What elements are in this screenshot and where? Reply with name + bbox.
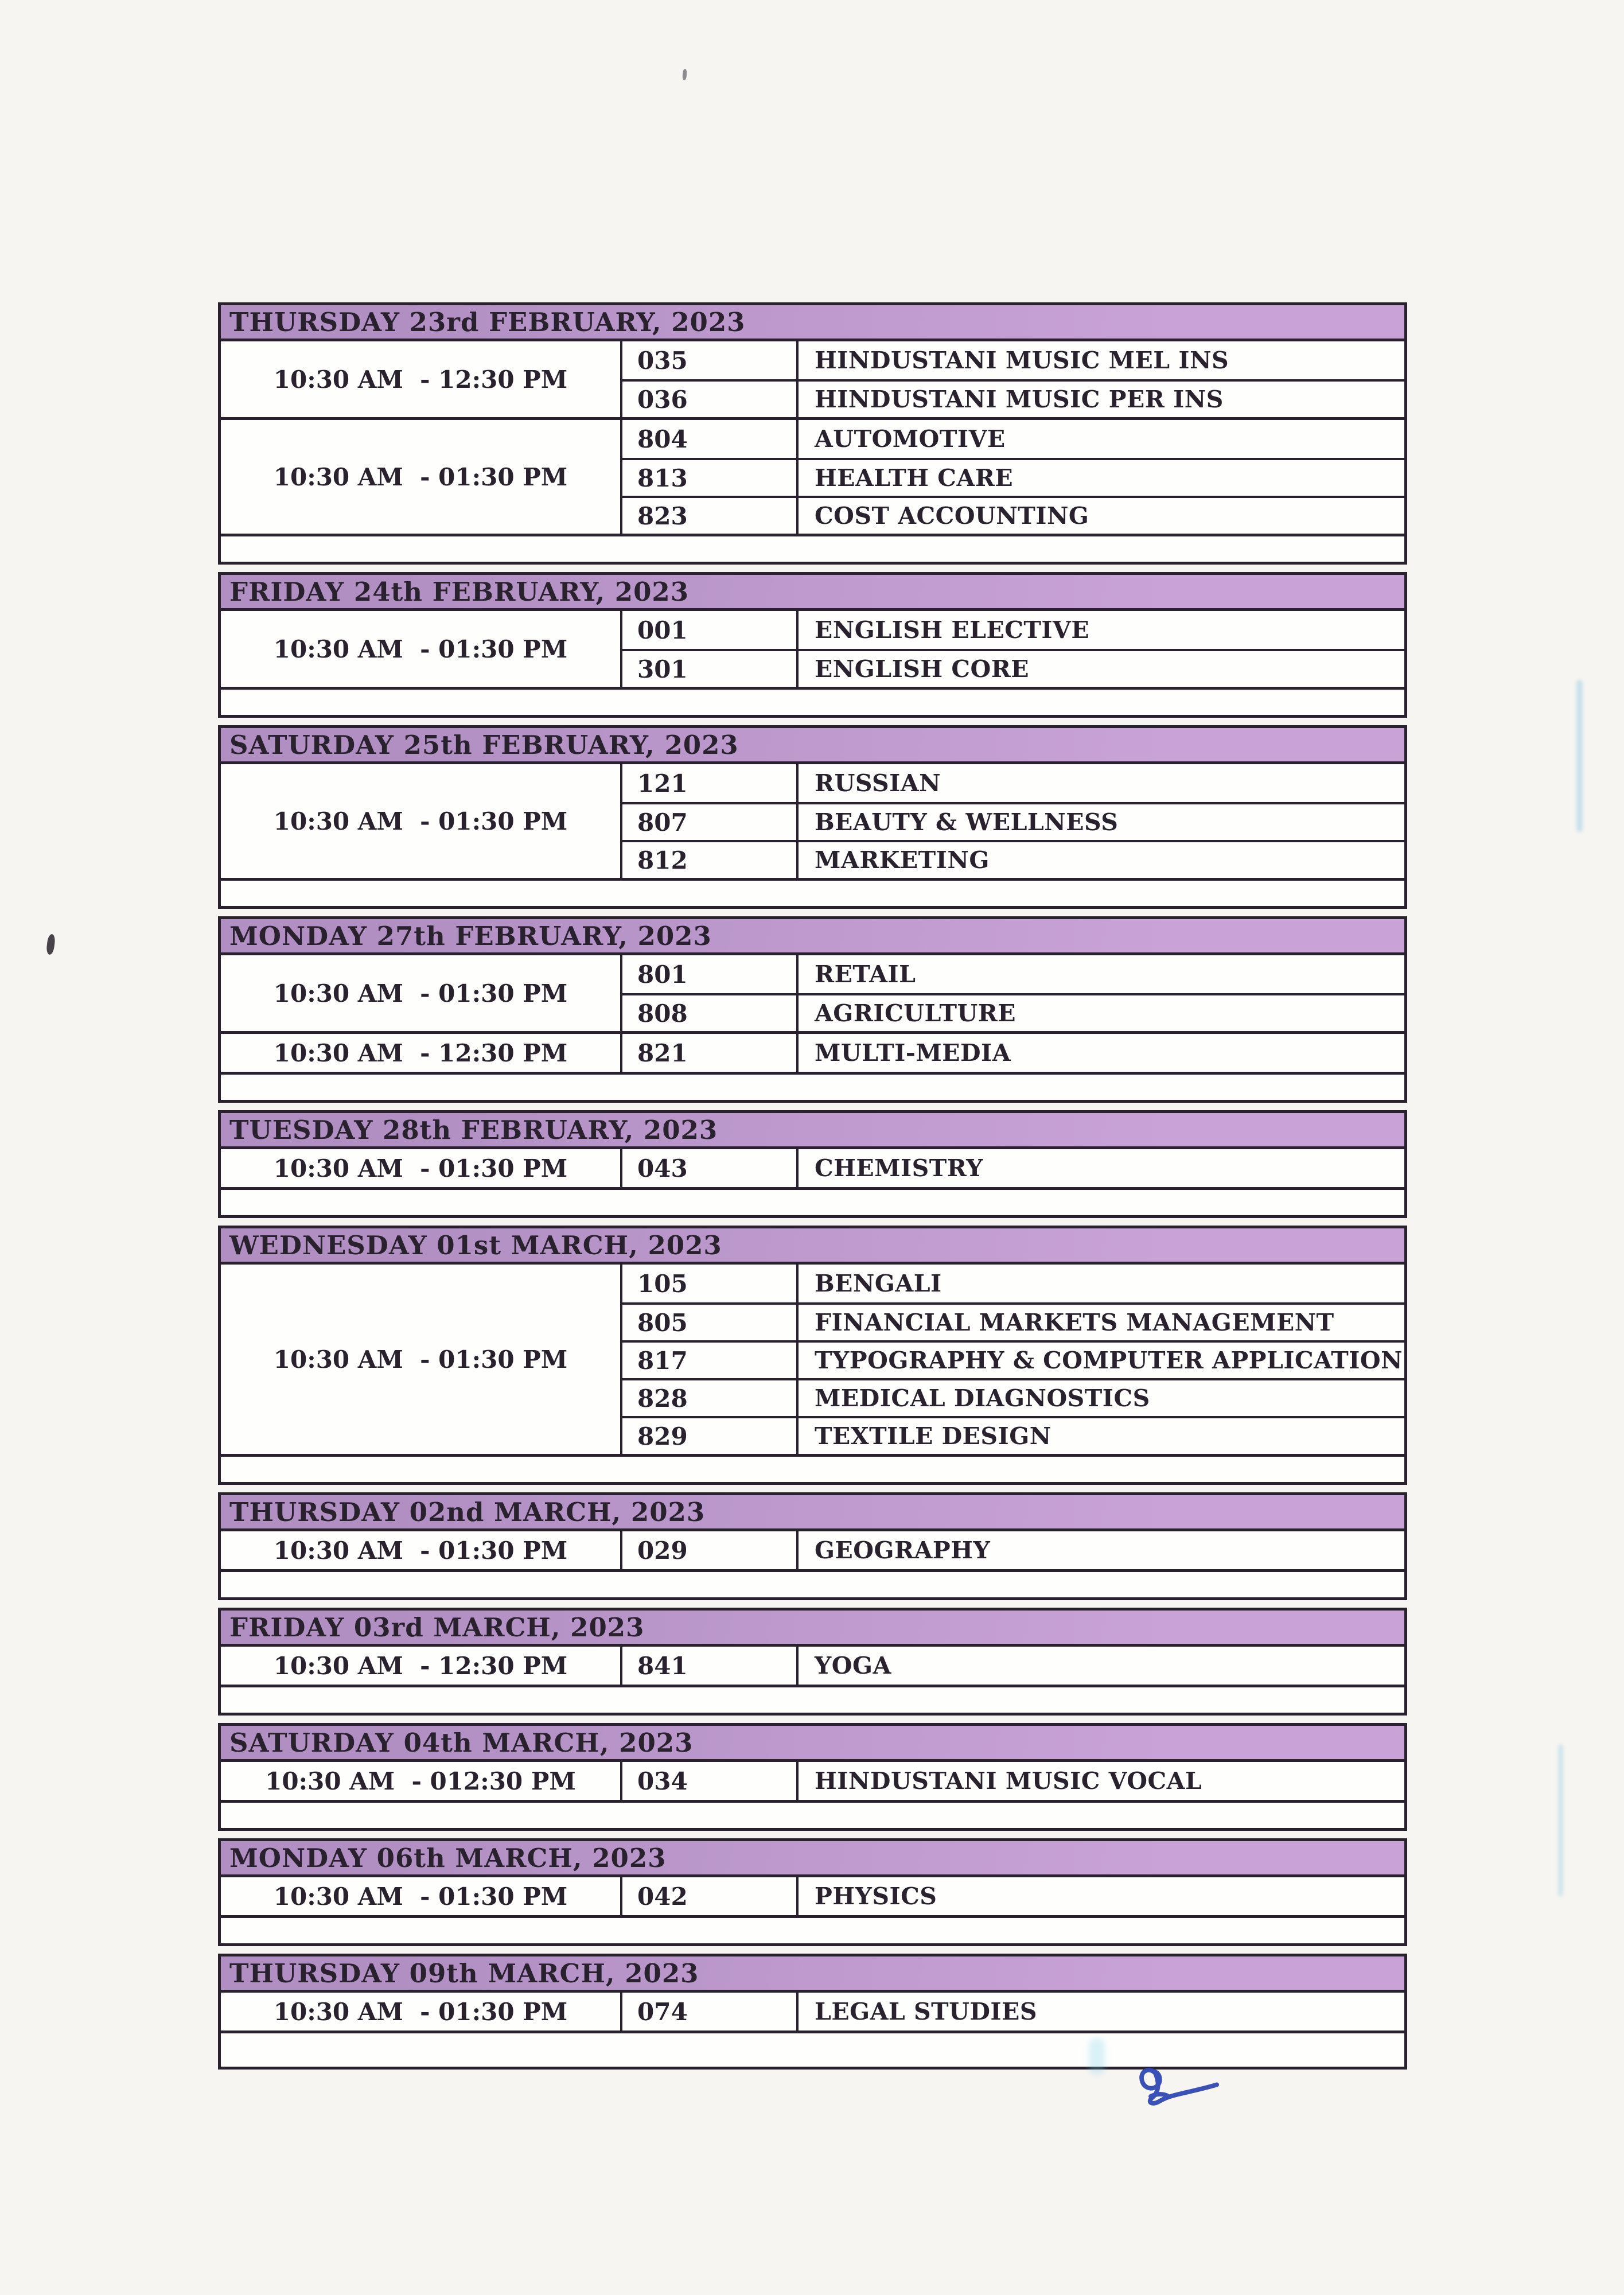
time-slot-group (221, 611, 1404, 687)
time-slot-cell (221, 1993, 622, 2031)
subject-name: FINANCIAL MARKETS MANAGEMENT (815, 1309, 1334, 1336)
day-header-bar: WEDNESDAY 01st MARCH, 2023 (221, 1228, 1404, 1265)
time-slot-label: 10:30 AM - 012:30 PM (265, 1767, 576, 1795)
subject-code-cell (622, 1305, 799, 1340)
spacer-row (221, 687, 1404, 715)
time-slot-cell (221, 341, 622, 417)
time-slot-label: 10:30 AM - 01:30 PM (273, 1345, 568, 1374)
subject-row (622, 1302, 1404, 1340)
subject-name: AUTOMOTIVE (815, 425, 1006, 453)
subject-row (622, 764, 1404, 802)
subject-name-cell (799, 651, 1404, 687)
subject-name-cell (799, 1531, 1404, 1569)
subject-code: 841 (637, 1651, 688, 1680)
time-slot-group (221, 1647, 1404, 1685)
subject-code-cell (622, 382, 799, 417)
time-slot-cell (221, 420, 622, 534)
subject-code-cell (622, 1343, 799, 1378)
subject-name-cell (799, 804, 1404, 840)
subject-row (622, 1531, 1404, 1569)
spacer-row (221, 1569, 1404, 1597)
subject-code: 804 (637, 425, 688, 453)
day-header-bar: MONDAY 27th FEBRUARY, 2023 (221, 919, 1404, 955)
time-slot-label: 10:30 AM - 12:30 PM (273, 1651, 568, 1680)
subject-code: 301 (637, 655, 688, 683)
subject-rows (622, 1877, 1404, 1915)
time-slot-label: 10:30 AM - 12:30 PM (273, 1038, 568, 1067)
time-slot-cell (221, 1877, 622, 1915)
time-slot-cell (221, 1531, 622, 1569)
subject-name-cell (799, 764, 1404, 802)
spacer-row (221, 1187, 1404, 1215)
time-slot-group (221, 1762, 1404, 1800)
time-slot-label: 10:30 AM - 01:30 PM (273, 979, 568, 1008)
subject-name-cell (799, 1762, 1404, 1800)
subject-name: CHEMISTRY (815, 1154, 983, 1182)
subject-name-cell (799, 1034, 1404, 1072)
spacer-row (221, 534, 1404, 562)
subject-code-cell (622, 804, 799, 840)
spacer-row (221, 878, 1404, 906)
time-slot-cell (221, 764, 622, 878)
subject-row (622, 1378, 1404, 1416)
subject-name-cell (799, 1993, 1404, 2031)
subject-code-cell (622, 651, 799, 687)
subject-rows (622, 341, 1404, 417)
subject-code: 001 (637, 616, 688, 644)
subject-code-cell (622, 1034, 799, 1072)
scan-streak (1576, 680, 1583, 832)
subject-code: 074 (637, 1997, 688, 2026)
subject-code: 034 (637, 1767, 688, 1795)
day-header-bar: FRIDAY 24th FEBRUARY, 2023 (221, 575, 1404, 611)
day-section (218, 1838, 1407, 1946)
day-section (218, 302, 1407, 565)
subject-row (622, 1265, 1404, 1302)
time-slot-label: 10:30 AM - 01:30 PM (273, 807, 568, 835)
subject-row (622, 1647, 1404, 1685)
day-header-bar: TUESDAY 28th FEBRUARY, 2023 (221, 1113, 1404, 1149)
subject-name-cell (799, 1149, 1404, 1187)
subject-name: HINDUSTANI MUSIC VOCAL (815, 1767, 1202, 1795)
subject-row (622, 1416, 1404, 1454)
subject-code-cell (622, 341, 799, 379)
time-slot-label: 10:30 AM - 01:30 PM (273, 635, 568, 663)
day-section (218, 1110, 1407, 1218)
subject-code-cell (622, 1531, 799, 1569)
subject-row (622, 993, 1404, 1031)
subject-name-cell (799, 955, 1404, 993)
subject-code: 105 (637, 1269, 688, 1298)
time-slot-label: 10:30 AM - 01:30 PM (273, 1536, 568, 1565)
subject-code: 813 (637, 464, 688, 492)
subject-name-cell (799, 995, 1404, 1031)
subject-name: COST ACCOUNTING (815, 502, 1089, 530)
subject-rows (622, 1993, 1404, 2031)
spacer-row (221, 1072, 1404, 1100)
subject-code: 829 (637, 1422, 688, 1450)
scan-smudge (1089, 2038, 1105, 2075)
subject-name: LEGAL STUDIES (815, 1998, 1037, 2025)
time-slot-cell (221, 1647, 622, 1685)
subject-name: AGRICULTURE (815, 999, 1017, 1027)
subject-code-cell (622, 955, 799, 993)
day-header-bar: THURSDAY 02nd MARCH, 2023 (221, 1495, 1404, 1531)
signature-mark (1137, 2063, 1223, 2114)
subject-rows (622, 764, 1404, 878)
subject-code: 808 (637, 999, 688, 1028)
subject-code: 121 (637, 769, 688, 798)
day-header-bar: THURSDAY 09th MARCH, 2023 (221, 1956, 1404, 1993)
subject-code-cell (622, 764, 799, 802)
subject-code-cell (622, 1647, 799, 1685)
subject-name: ENGLISH ELECTIVE (815, 616, 1090, 644)
subject-row (622, 341, 1404, 379)
subject-row (622, 379, 1404, 417)
subject-code: 812 (637, 846, 688, 874)
time-slot-group (221, 1993, 1404, 2031)
subject-code: 823 (637, 501, 688, 530)
subject-row (622, 1034, 1404, 1072)
time-slot-cell (221, 1265, 622, 1454)
subject-name-cell (799, 1418, 1404, 1454)
subject-code-cell (622, 420, 799, 458)
subject-row (622, 840, 1404, 878)
subject-name-cell (799, 1265, 1404, 1302)
subject-name-cell (799, 498, 1404, 534)
subject-name-cell (799, 1647, 1404, 1685)
day-section (218, 572, 1407, 718)
subject-rows (622, 420, 1404, 534)
subject-row (622, 1149, 1404, 1187)
subject-rows (622, 1647, 1404, 1685)
subject-name: HINDUSTANI MUSIC PER INS (815, 386, 1224, 413)
subject-name: RUSSIAN (815, 769, 941, 797)
subject-code: 036 (637, 385, 688, 414)
subject-name: TYPOGRAPHY & COMPUTER APPLICATION (815, 1347, 1403, 1374)
time-slot-label: 10:30 AM - 01:30 PM (273, 1997, 568, 2026)
subject-rows (622, 611, 1404, 687)
subject-row (622, 458, 1404, 496)
subject-rows (622, 1265, 1404, 1454)
subject-row (622, 802, 1404, 840)
subject-name-cell (799, 1343, 1404, 1378)
time-slot-label: 10:30 AM - 12:30 PM (273, 365, 568, 394)
subject-name: ENGLISH CORE (815, 655, 1030, 683)
time-slot-label: 10:30 AM - 01:30 PM (273, 1154, 568, 1182)
subject-code-cell (622, 611, 799, 649)
subject-code-cell (622, 1762, 799, 1800)
subject-name-cell (799, 341, 1404, 379)
day-header-bar: MONDAY 06th MARCH, 2023 (221, 1841, 1404, 1877)
subject-rows (622, 955, 1404, 1031)
subject-name: MARKETING (815, 846, 990, 874)
day-section (218, 1608, 1407, 1716)
subject-code: 801 (637, 960, 688, 989)
subject-code-cell (622, 460, 799, 496)
subject-code: 043 (637, 1154, 688, 1182)
subject-name-cell (799, 842, 1404, 878)
subject-code: 821 (637, 1038, 688, 1067)
subject-name: TEXTILE DESIGN (815, 1422, 1051, 1450)
spacer-row (221, 1454, 1404, 1482)
time-slot-cell (221, 1034, 622, 1072)
subject-code-cell (622, 498, 799, 534)
subject-row (622, 611, 1404, 649)
subject-rows (622, 1034, 1404, 1072)
time-slot-cell (221, 1762, 622, 1800)
scan-streak (1558, 1744, 1563, 1896)
subject-row (622, 1877, 1404, 1915)
day-section (218, 1492, 1407, 1600)
subject-code: 035 (637, 346, 688, 375)
time-slot-group (221, 1265, 1404, 1454)
subject-name-cell (799, 1877, 1404, 1915)
time-slot-group (221, 1149, 1404, 1187)
subject-name: HINDUSTANI MUSIC MEL INS (815, 347, 1229, 374)
time-slot-group (221, 1531, 1404, 1569)
subject-name: YOGA (815, 1652, 891, 1679)
subject-name-cell (799, 1380, 1404, 1416)
day-header-bar: SATURDAY 25th FEBRUARY, 2023 (221, 728, 1404, 764)
spacer-row (221, 1915, 1404, 1943)
subject-code-cell (622, 1380, 799, 1416)
subject-name: BEAUTY & WELLNESS (815, 808, 1119, 836)
time-slot-group (221, 341, 1404, 417)
time-slot-group (221, 764, 1404, 878)
spacer-row (221, 1685, 1404, 1713)
subject-name: MULTI-MEDIA (815, 1039, 1011, 1067)
time-slot-cell (221, 611, 622, 687)
day-section (218, 916, 1407, 1103)
subject-name-cell (799, 382, 1404, 417)
time-slot-group (221, 417, 1404, 534)
subject-row (622, 1762, 1404, 1800)
time-slot-cell (221, 1149, 622, 1187)
time-slot-cell (221, 955, 622, 1031)
subject-code-cell (622, 995, 799, 1031)
subject-rows (622, 1149, 1404, 1187)
subject-code-cell (622, 1418, 799, 1454)
subject-row (622, 420, 1404, 458)
day-section (218, 1954, 1407, 2070)
subject-name: GEOGRAPHY (815, 1537, 991, 1564)
subject-row (622, 496, 1404, 534)
day-section (218, 725, 1407, 909)
subject-code: 042 (637, 1882, 688, 1911)
subject-name: RETAIL (815, 960, 916, 988)
subject-name-cell (799, 460, 1404, 496)
subject-rows (622, 1531, 1404, 1569)
stray-ink-mark (46, 933, 56, 955)
subject-name: PHYSICS (815, 1882, 937, 1910)
day-header-bar: SATURDAY 04th MARCH, 2023 (221, 1726, 1404, 1762)
subject-code-cell (622, 1149, 799, 1187)
subject-code-cell (622, 1993, 799, 2031)
day-section (218, 1226, 1407, 1485)
subject-row (622, 1340, 1404, 1378)
subject-code-cell (622, 842, 799, 878)
subject-name-cell (799, 420, 1404, 458)
exam-timetable (218, 302, 1407, 2077)
day-section (218, 1723, 1407, 1831)
subject-code: 828 (637, 1384, 688, 1413)
subject-name: BENGALI (815, 1270, 942, 1297)
time-slot-group (221, 955, 1404, 1031)
subject-name: MEDICAL DIAGNOSTICS (815, 1384, 1150, 1412)
subject-row (622, 649, 1404, 687)
subject-code: 805 (637, 1308, 688, 1337)
time-slot-label: 10:30 AM - 01:30 PM (273, 462, 568, 491)
subject-code-cell (622, 1877, 799, 1915)
subject-rows (622, 1762, 1404, 1800)
subject-name-cell (799, 1305, 1404, 1340)
subject-code: 029 (637, 1536, 688, 1565)
ink-speck (682, 69, 687, 80)
subject-name-cell (799, 611, 1404, 649)
subject-name: HEALTH CARE (815, 464, 1014, 492)
time-slot-label: 10:30 AM - 01:30 PM (273, 1882, 568, 1911)
spacer-row (221, 2031, 1404, 2067)
subject-code-cell (622, 1265, 799, 1302)
day-header-bar: FRIDAY 03rd MARCH, 2023 (221, 1611, 1404, 1647)
subject-row (622, 1993, 1404, 2031)
time-slot-group (221, 1031, 1404, 1072)
subject-row (622, 955, 1404, 993)
spacer-row (221, 1800, 1404, 1828)
day-header-bar: THURSDAY 23rd FEBRUARY, 2023 (221, 305, 1404, 341)
subject-code: 807 (637, 808, 688, 837)
subject-code: 817 (637, 1346, 688, 1375)
time-slot-group (221, 1877, 1404, 1915)
